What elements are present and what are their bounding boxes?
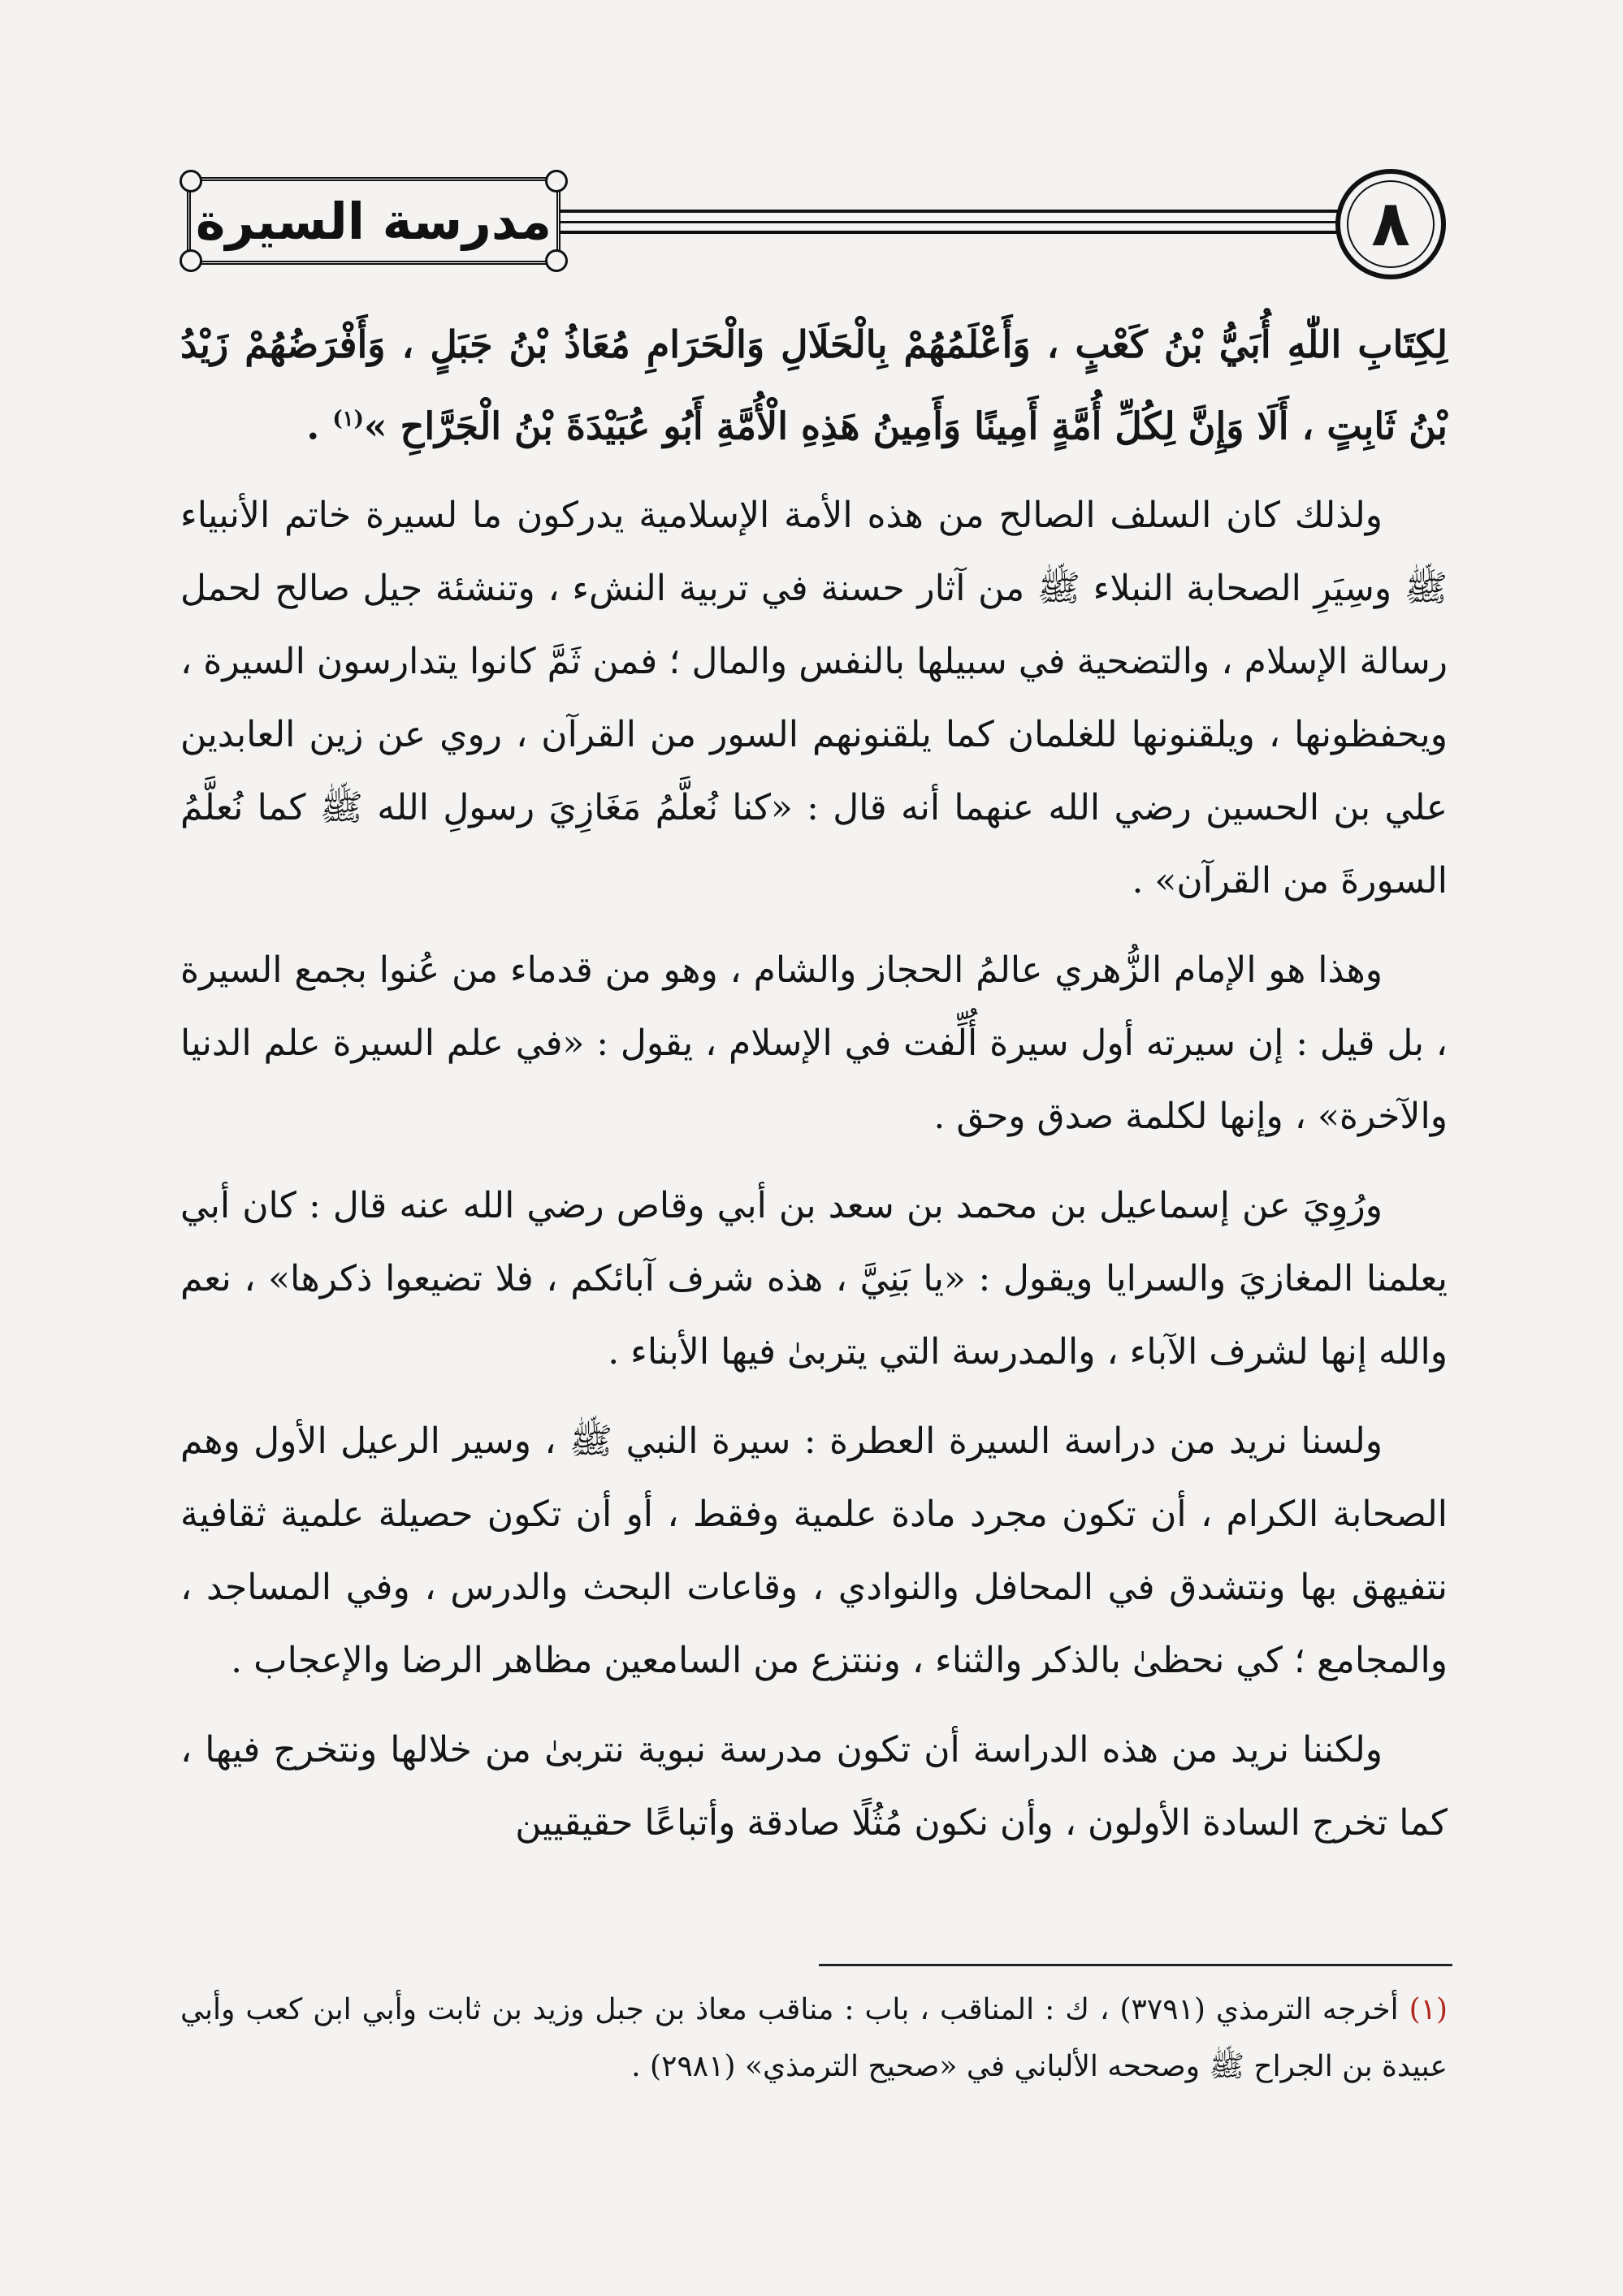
page-number: ٨ — [1371, 188, 1410, 261]
ornament-icon — [545, 170, 568, 192]
hadith-quote-paragraph — [180, 307, 1448, 463]
paragraph: ولكننا نريد من هذه الدراسة أن تكون مدرسة نبوية نتربىٰ من خلالها ونتخرج فيها ، كما تخرج السادة الأولون ، وأن نكون مُثُلًا صادقة وأتباعًا حقيقيين — [180, 1729, 1448, 1844]
page-header — [171, 162, 1454, 284]
header-rule — [552, 231, 1340, 234]
running-title-frame — [187, 177, 560, 265]
footnote-number: (١) — [1409, 1993, 1448, 2026]
footnote — [180, 1982, 1448, 2095]
paragraph: ولذلك كان السلف الصالح من هذه الأمة الإسلامية يدركون ما لسيرة خاتم الأنبياء ﷺ وسِيَرِ الصحابة النبلاء ﷺ من آثار حسنة في تربية النشء ، وتنشئة جيل صالح لحمل رسالة الإسلام ، والتضحية في سبيلها بالنفس والمال ؛ فمن ثَمَّ كانوا يتدارسون السيرة ، ويحفظونها ، ويلقنونها للغلمان كما يلقنونهم السور من القرآن ، روي عن زين العابدين علي بن الحسين رضي الله عنهما أنه قال : «كنا نُعلَّمُ مَغَازِيَ رسولِ الله ﷺ كما نُعلَّمُ السورةَ من القرآن» . — [180, 495, 1448, 902]
paragraph: وهذا هو الإمام الزُّهري عالمُ الحجاز والشام ، وهو من قدماء من عُنوا بجمع السيرة ، بل قيل : إن سيرته أول سيرة أُلِّفت في الإسلام ، يقول : «في علم السيرة علم الدنيا والآخرة» ، وإنها لكلمة صدق وحق . — [180, 949, 1448, 1138]
running-title: مدرسة السيرة — [195, 191, 552, 251]
header-rule — [552, 210, 1340, 213]
ornament-icon — [180, 249, 202, 272]
header-rule — [552, 221, 1340, 223]
quote-text: لِكِتَابِ اللّٰهِ أُبَيُّ بْنُ كَعْبٍ ، وَأَعْلَمُهُمْ بِالْحَلَالِ وَالْحَرَامِ مُعَاذُ بْنُ جَبَلٍ ، وَأَفْرَضُهُمْ زَيْدُ بْنُ ثَابِتٍ ، أَلَا وَإِنَّ لِكُلِّ أُمَّةٍ أَمِينًا وَأَمِينُ هَذِهِ الْأُمَّةِ أَبُو عُبَيْدَةَ بْنُ الْجَرَّاحِ » — [180, 322, 1448, 448]
main-text — [180, 307, 1448, 1860]
paragraph: ولسنا نريد من دراسة السيرة العطرة : سيرة النبي ﷺ ، وسير الرعيل الأول وهم الصحابة الكرام ، أن تكون مجرد مادة علمية وفقط ، أو أن تكون حصيلة علمية ثقافية نتفيهق بها ونتشدق في المحافل والنوادي ، وقاعات البحث والدرس ، وفي المساجد ، والمجامع ؛ كي نحظىٰ بالذكر والثناء ، وننتزع من السامعين مظاهر الرضا والإعجاب . — [180, 1420, 1448, 1682]
paragraph: ورُوِيَ عن إسماعيل بن محمد بن سعد بن أبي وقاص رضي الله عنه قال : كان أبي يعلمنا المغازيَ والسرايا ويقول : «يا بَنِيَّ ، هذه شرف آبائكم ، فلا تضيعوا ذكرها» ، نعم والله إنها لشرف الآباء ، والمدرسة التي يتربىٰ فيها الأبناء . — [180, 1185, 1448, 1373]
footnote-ref: (١) — [332, 407, 364, 431]
page-number-badge — [1335, 169, 1446, 279]
ornament-icon — [545, 249, 568, 272]
footnote-separator — [819, 1964, 1452, 1966]
footnote-text: أخرجه الترمذي (٣٧٩١) ، ك : المناقب ، باب : مناقب معاذ بن جبل وزيد بن ثابت وأبي ابن كعب وأبي عبيدة بن الجراح ﷺ وصححه الألباني في «صحيح الترمذي» (٢٩٨١) . — [180, 1993, 1448, 2083]
ornament-icon — [180, 170, 202, 192]
quote-end: . — [306, 404, 333, 448]
